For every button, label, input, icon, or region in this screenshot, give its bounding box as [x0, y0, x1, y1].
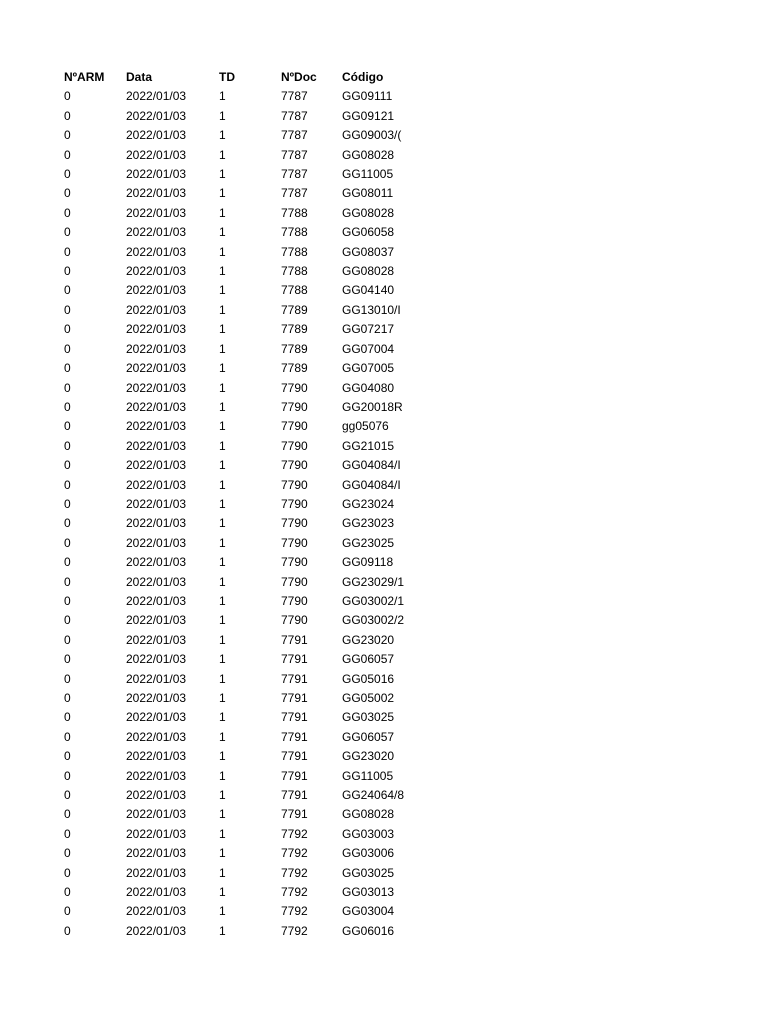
data-cell: 2022/01/03	[126, 147, 187, 162]
narm-cell: 0	[64, 419, 71, 434]
ndoc-cell: 7791	[281, 671, 308, 686]
ndoc-cell: 7792	[281, 826, 308, 841]
ndoc-cell: 7790	[281, 438, 308, 453]
ndoc-cell: 7790	[281, 555, 308, 570]
header-data: Data	[126, 70, 153, 84]
ndoc-cell: 7790	[281, 496, 308, 511]
ndoc-cell: 7788	[281, 244, 308, 259]
codigo-cell: GG04080	[342, 380, 395, 395]
td-cell: 1	[219, 477, 226, 492]
codigo-cell: GG07004	[342, 341, 395, 356]
narm-cell: 0	[64, 128, 71, 143]
table-row	[64, 126, 407, 145]
table-row	[64, 476, 407, 495]
narm-cell: 0	[64, 322, 71, 337]
table-row	[64, 708, 407, 727]
ndoc-cell: 7787	[281, 167, 308, 182]
codigo-cell: GG06057	[342, 729, 395, 744]
td-cell: 1	[219, 788, 226, 803]
td-cell: 1	[219, 652, 226, 667]
narm-cell: 0	[64, 496, 71, 511]
td-cell: 1	[219, 885, 226, 900]
codigo-cell: GG23029/1	[342, 574, 405, 589]
table-row	[64, 320, 407, 339]
table-row	[64, 243, 407, 262]
td-cell: 1	[219, 322, 226, 337]
codigo-cell: GG20018R	[342, 399, 403, 414]
data-cell: 2022/01/03	[126, 419, 187, 434]
narm-cell: 0	[64, 613, 71, 628]
codigo-cell: GG03006	[342, 846, 395, 861]
codigo-cell: GG04140	[342, 283, 395, 298]
table-row	[64, 728, 407, 747]
data-cell: 2022/01/03	[126, 128, 187, 143]
data-cell: 2022/01/03	[126, 225, 187, 240]
narm-cell: 0	[64, 244, 71, 259]
table-row	[64, 592, 407, 611]
codigo-cell: GG23025	[342, 535, 395, 550]
table-row	[64, 631, 407, 650]
ndoc-cell: 7792	[281, 865, 308, 880]
table-row	[64, 495, 407, 514]
td-cell: 1	[219, 438, 226, 453]
table-row	[64, 379, 407, 398]
codigo-cell: GG13010/I	[342, 302, 401, 317]
data-cell: 2022/01/03	[126, 768, 187, 783]
td-cell: 1	[219, 244, 226, 259]
narm-cell: 0	[64, 807, 71, 822]
td-cell: 1	[219, 923, 226, 938]
narm-cell: 0	[64, 477, 71, 492]
ndoc-cell: 7789	[281, 341, 308, 356]
td-cell: 1	[219, 128, 226, 143]
data-cell: 2022/01/03	[126, 535, 187, 550]
table-row	[64, 398, 407, 417]
codigo-cell: GG05002	[342, 691, 395, 705]
header-ndoc: NºDoc	[281, 70, 317, 84]
ndoc-cell: 7790	[281, 535, 308, 550]
spreadsheet-table	[64, 68, 407, 941]
narm-cell: 0	[64, 458, 71, 473]
codigo-cell: GG23020	[342, 632, 395, 647]
narm-cell: 0	[64, 186, 71, 201]
td-cell: 1	[219, 826, 226, 841]
td-cell: 1	[219, 555, 226, 570]
table-row	[64, 611, 407, 630]
data-cell: 2022/01/03	[126, 632, 187, 647]
codigo-cell: GG09003/(	[342, 128, 402, 143]
ndoc-cell: 7788	[281, 205, 308, 220]
td-cell: 1	[219, 865, 226, 880]
data-cell: 2022/01/03	[126, 788, 187, 803]
ndoc-cell: 7787	[281, 147, 308, 162]
ndoc-cell: 7791	[281, 788, 308, 803]
data-cell: 2022/01/03	[126, 516, 187, 531]
ndoc-cell: 7790	[281, 380, 308, 395]
table-row	[64, 223, 407, 242]
table-row	[64, 805, 407, 824]
narm-cell: 0	[64, 341, 71, 356]
data-cell: 2022/01/03	[126, 167, 187, 182]
td-cell: 1	[219, 283, 226, 298]
table-row	[64, 902, 407, 921]
header-narm: NºARM	[64, 70, 105, 84]
data-cell: 2022/01/03	[126, 652, 187, 667]
narm-cell: 0	[64, 535, 71, 550]
header-row	[64, 68, 407, 87]
td-cell: 1	[219, 167, 226, 182]
codigo-cell: GG11005	[342, 167, 394, 182]
data-cell: 2022/01/03	[126, 496, 187, 511]
data-cell: 2022/01/03	[126, 458, 187, 473]
data-cell: 2022/01/03	[126, 399, 187, 414]
td-cell: 1	[219, 729, 226, 744]
td-cell: 1	[219, 205, 226, 220]
td-cell: 1	[219, 108, 226, 123]
ndoc-cell: 7790	[281, 516, 308, 531]
data-cell: 2022/01/03	[126, 865, 187, 880]
narm-cell: 0	[64, 302, 71, 317]
codigo-cell: GG03002/1	[342, 593, 405, 608]
table-row	[64, 883, 407, 902]
codigo-cell: GG06058	[342, 225, 395, 240]
codigo-cell: GG04084/I	[342, 458, 401, 473]
td-cell: 1	[219, 264, 226, 279]
table-row	[64, 204, 407, 223]
codigo-cell: GG09121	[342, 108, 395, 123]
table-row	[64, 456, 407, 475]
table-body	[64, 87, 407, 941]
narm-cell: 0	[64, 167, 71, 182]
table-row	[64, 825, 407, 844]
narm-cell: 0	[64, 516, 71, 531]
narm-cell: 0	[64, 788, 71, 803]
codigo-cell: GG24064/8	[342, 788, 405, 803]
td-cell: 1	[219, 147, 226, 162]
td-cell: 1	[219, 574, 226, 589]
td-cell: 1	[219, 361, 226, 376]
header-td: TD	[219, 70, 235, 84]
data-cell: 2022/01/03	[126, 108, 187, 123]
codigo-cell: GG03004	[342, 904, 395, 919]
data-cell: 2022/01/03	[126, 205, 187, 220]
td-cell: 1	[219, 186, 226, 201]
header-codigo: Código	[342, 70, 384, 84]
data-cell: 2022/01/03	[126, 574, 187, 589]
narm-cell: 0	[64, 846, 71, 861]
ndoc-cell: 7790	[281, 613, 308, 628]
table-row	[64, 650, 407, 669]
td-cell: 1	[219, 613, 226, 628]
td-cell: 1	[219, 535, 226, 550]
narm-cell: 0	[64, 283, 71, 298]
data-cell: 2022/01/03	[126, 710, 187, 725]
codigo-cell: GG08028	[342, 205, 395, 220]
table-row	[64, 553, 407, 572]
narm-cell: 0	[64, 671, 71, 686]
data-cell: 2022/01/03	[126, 555, 187, 570]
data-cell: 2022/01/03	[126, 89, 187, 104]
table-row	[64, 301, 407, 320]
td-cell: 1	[219, 846, 226, 861]
codigo-cell: GG08028	[342, 807, 395, 822]
ndoc-cell: 7787	[281, 89, 308, 104]
table-row	[64, 864, 407, 883]
table-row	[64, 184, 407, 203]
ndoc-cell: 7789	[281, 322, 308, 337]
codigo-cell: GG09118	[342, 555, 394, 570]
codigo-cell: GG03003	[342, 826, 395, 841]
narm-cell: 0	[64, 885, 71, 900]
data-cell: 2022/01/03	[126, 923, 187, 938]
codigo-cell: GG06016	[342, 923, 395, 938]
narm-cell: 0	[64, 361, 71, 376]
table-row	[64, 87, 407, 106]
narm-cell: 0	[64, 865, 71, 880]
td-cell: 1	[219, 89, 226, 104]
td-cell: 1	[219, 302, 226, 317]
data-cell: 2022/01/03	[126, 244, 187, 259]
narm-cell: 0	[64, 205, 71, 220]
ndoc-cell: 7791	[281, 632, 308, 647]
table-row	[64, 573, 407, 592]
data-cell: 2022/01/03	[126, 826, 187, 841]
data-cell: 2022/01/03	[126, 846, 187, 861]
table-row	[64, 767, 407, 786]
narm-cell: 0	[64, 729, 71, 744]
ndoc-cell: 7791	[281, 768, 308, 783]
table-row	[64, 922, 407, 941]
codigo-cell: GG04084/I	[342, 477, 401, 492]
narm-cell: 0	[64, 923, 71, 938]
codigo-cell: GG05016	[342, 671, 395, 686]
ndoc-cell: 7790	[281, 477, 308, 492]
narm-cell: 0	[64, 574, 71, 589]
codigo-cell: GG06057	[342, 652, 395, 667]
codigo-cell: GG08037	[342, 244, 395, 259]
td-cell: 1	[219, 225, 226, 240]
td-cell: 1	[219, 632, 226, 647]
narm-cell: 0	[64, 399, 71, 414]
narm-cell: 0	[64, 593, 71, 608]
data-cell: 2022/01/03	[126, 302, 187, 317]
table-row	[64, 165, 407, 184]
narm-cell: 0	[64, 904, 71, 919]
table-row	[64, 359, 407, 378]
ndoc-cell: 7790	[281, 574, 308, 589]
data-cell: 2022/01/03	[126, 885, 187, 900]
ndoc-cell: 7788	[281, 264, 308, 279]
td-cell: 1	[219, 691, 226, 705]
table-row	[64, 786, 407, 805]
data-cell: 2022/01/03	[126, 264, 187, 279]
codigo-cell: GG23024	[342, 496, 395, 511]
table-row	[64, 689, 407, 708]
codigo-cell: GG03025	[342, 710, 395, 725]
codigo-cell: GG03013	[342, 885, 395, 900]
ndoc-cell: 7791	[281, 807, 308, 822]
data-cell: 2022/01/03	[126, 904, 187, 919]
ndoc-cell: 7792	[281, 885, 308, 900]
data-cell: 2022/01/03	[126, 380, 187, 395]
data-cell: 2022/01/03	[126, 341, 187, 356]
td-cell: 1	[219, 904, 226, 919]
td-cell: 1	[219, 671, 226, 686]
ndoc-cell: 7791	[281, 691, 308, 705]
codigo-cell: GG07005	[342, 361, 395, 376]
data-cell: 2022/01/03	[126, 749, 187, 764]
ndoc-cell: 7791	[281, 710, 308, 725]
codigo-cell: GG07217	[342, 322, 395, 337]
ndoc-cell: 7789	[281, 361, 308, 376]
data-cell: 2022/01/03	[126, 361, 187, 376]
codigo-cell: gg05076	[342, 419, 389, 434]
data-cell: 2022/01/03	[126, 593, 187, 608]
ndoc-cell: 7787	[281, 108, 308, 123]
table-row	[64, 514, 407, 533]
td-cell: 1	[219, 749, 226, 764]
td-cell: 1	[219, 496, 226, 511]
data-cell: 2022/01/03	[126, 186, 187, 201]
table-row	[64, 281, 407, 300]
narm-cell: 0	[64, 147, 71, 162]
td-cell: 1	[219, 768, 226, 783]
codigo-cell: GG08028	[342, 147, 395, 162]
narm-cell: 0	[64, 555, 71, 570]
ndoc-cell: 7792	[281, 846, 308, 861]
table-row	[64, 844, 407, 863]
narm-cell: 0	[64, 710, 71, 725]
narm-cell: 0	[64, 632, 71, 647]
narm-cell: 0	[64, 749, 71, 764]
codigo-cell: GG23020	[342, 749, 395, 764]
codigo-cell: GG23023	[342, 516, 395, 531]
data-cell: 2022/01/03	[126, 671, 187, 686]
narm-cell: 0	[64, 108, 71, 123]
ndoc-cell: 7790	[281, 458, 308, 473]
td-cell: 1	[219, 807, 226, 822]
codigo-cell: GG08028	[342, 264, 395, 279]
codigo-cell: GG11005	[342, 768, 394, 783]
td-cell: 1	[219, 341, 226, 356]
td-cell: 1	[219, 419, 226, 434]
codigo-cell: GG21015	[342, 438, 395, 453]
ndoc-cell: 7787	[281, 128, 308, 143]
narm-cell: 0	[64, 89, 71, 104]
narm-cell: 0	[64, 264, 71, 279]
table-row	[64, 437, 407, 456]
td-cell: 1	[219, 516, 226, 531]
ndoc-cell: 7790	[281, 399, 308, 414]
table-row	[64, 747, 407, 766]
data-cell: 2022/01/03	[126, 477, 187, 492]
table-row	[64, 107, 407, 126]
table-row	[64, 146, 407, 165]
narm-cell: 0	[64, 652, 71, 667]
data-cell: 2022/01/03	[126, 729, 187, 744]
table-row	[64, 417, 407, 436]
td-cell: 1	[219, 593, 226, 608]
narm-cell: 0	[64, 826, 71, 841]
codigo-cell: GG03025	[342, 865, 395, 880]
ndoc-cell: 7790	[281, 593, 308, 608]
table-row	[64, 340, 407, 359]
data-cell: 2022/01/03	[126, 438, 187, 453]
narm-cell: 0	[64, 438, 71, 453]
ndoc-cell: 7791	[281, 652, 308, 667]
data-cell: 2022/01/03	[126, 613, 187, 628]
ndoc-cell: 7791	[281, 729, 308, 744]
narm-cell: 0	[64, 691, 71, 705]
narm-cell: 0	[64, 225, 71, 240]
narm-cell: 0	[64, 768, 71, 783]
ndoc-cell: 7788	[281, 283, 308, 298]
table-row	[64, 534, 407, 553]
ndoc-cell: 7789	[281, 302, 308, 317]
ndoc-cell: 7791	[281, 749, 308, 764]
data-cell: 2022/01/03	[126, 283, 187, 298]
td-cell: 1	[219, 380, 226, 395]
ndoc-cell: 7787	[281, 186, 308, 201]
ndoc-cell: 7792	[281, 904, 308, 919]
td-cell: 1	[219, 399, 226, 414]
codigo-cell: GG08011	[342, 186, 394, 201]
codigo-cell: GG03002/2	[342, 613, 405, 628]
data-cell: 2022/01/03	[126, 807, 187, 822]
ndoc-cell: 7788	[281, 225, 308, 240]
table-row	[64, 262, 407, 281]
codigo-cell: GG09111	[342, 89, 393, 104]
td-cell: 1	[219, 710, 226, 725]
narm-cell: 0	[64, 380, 71, 395]
data-cell: 2022/01/03	[126, 691, 187, 705]
td-cell: 1	[219, 458, 226, 473]
table-row	[64, 670, 407, 689]
ndoc-cell: 7792	[281, 923, 308, 938]
data-cell: 2022/01/03	[126, 322, 187, 337]
ndoc-cell: 7790	[281, 419, 308, 434]
